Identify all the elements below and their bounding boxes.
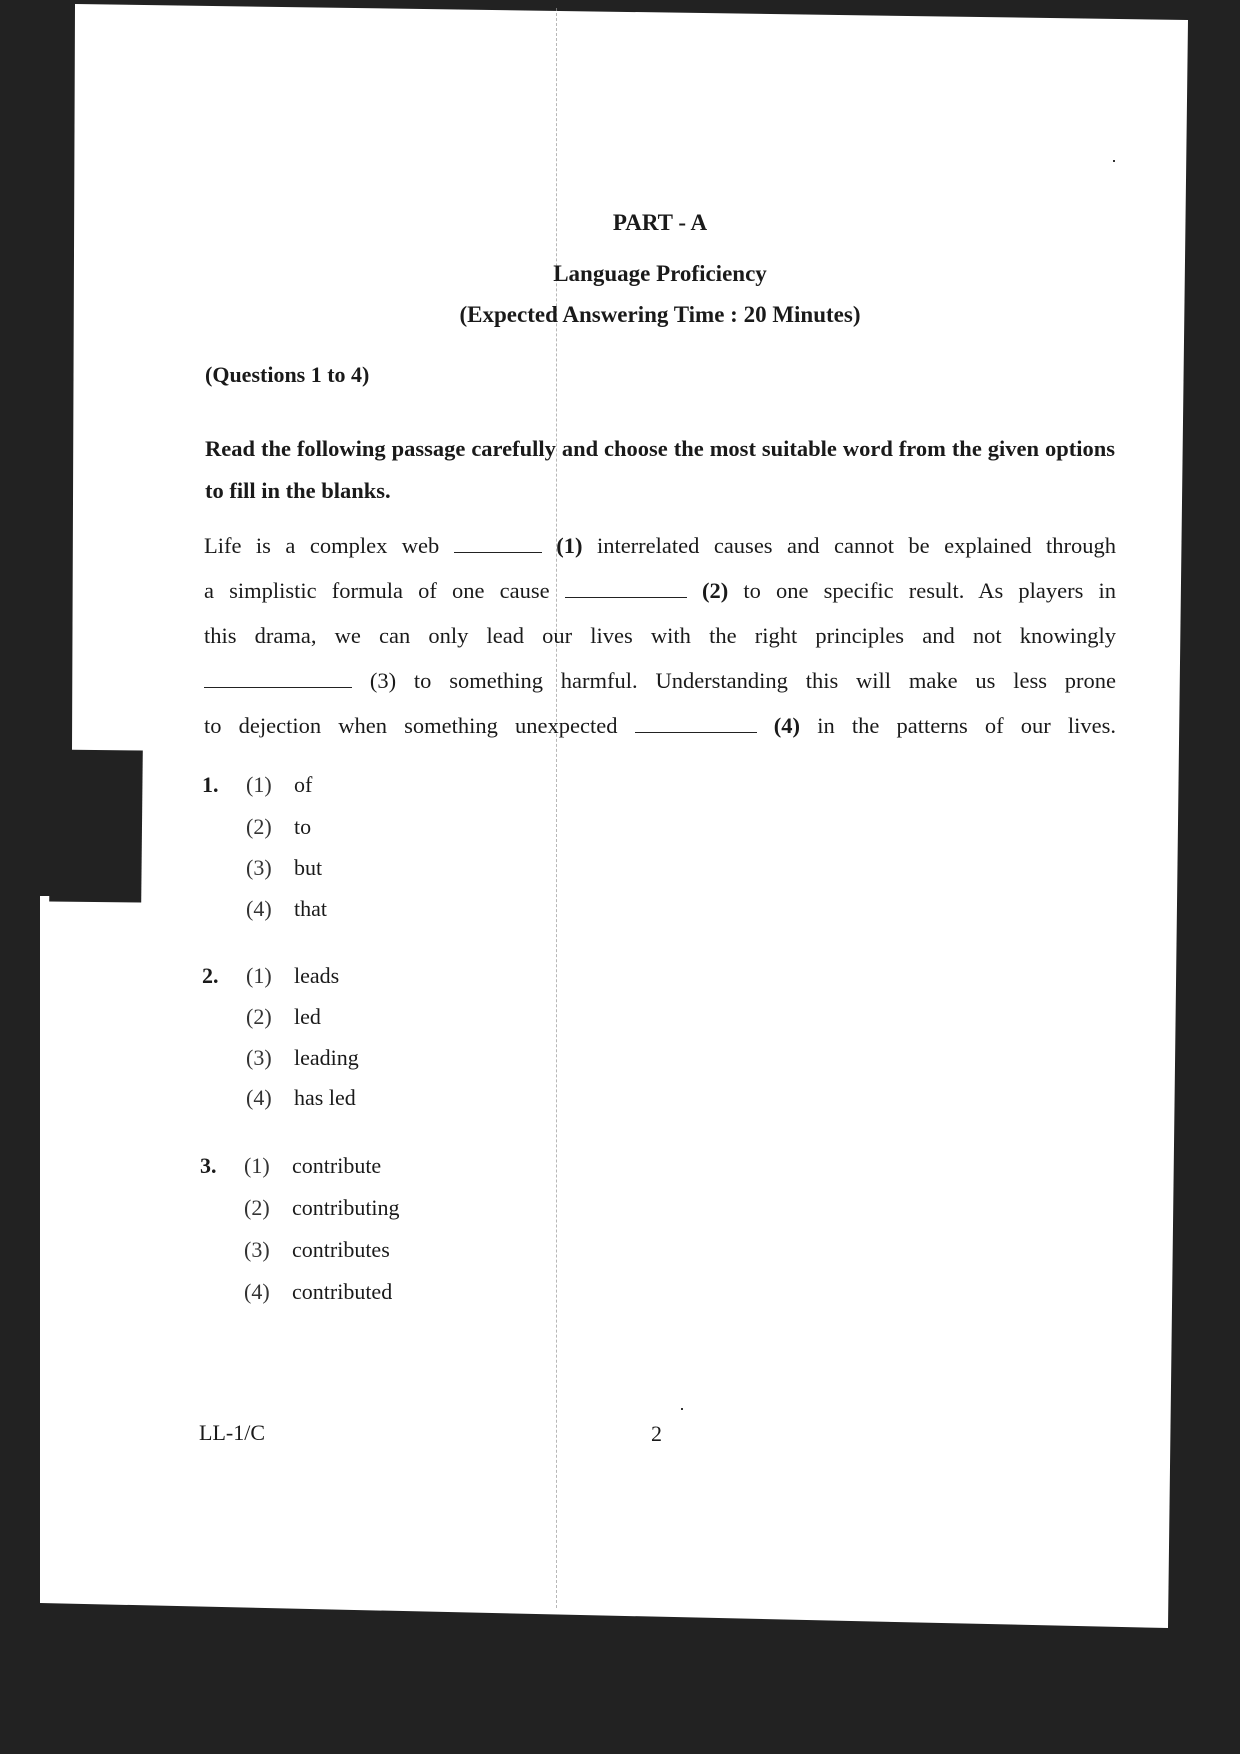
blank-label-4: (4): [773, 713, 801, 738]
option-text: but: [294, 855, 323, 880]
passage-text: Life is a complex web: [204, 533, 440, 558]
option-text: contributes: [292, 1237, 390, 1262]
option-label: (4): [246, 1085, 272, 1110]
time-note: (Expected Answering Time : 20 Minutes): [459, 302, 861, 327]
page-number: 2: [651, 1421, 662, 1446]
option-label: (2): [244, 1195, 270, 1220]
option: [246, 1045, 359, 1071]
blank-3: [204, 669, 352, 688]
option-label: (3): [246, 1045, 272, 1070]
passage-text: to something harmful. Understanding this will make us less prone: [413, 668, 1117, 693]
section-title: Language Proficiency: [553, 261, 767, 286]
option-text: that: [294, 896, 327, 921]
option-text: leads: [294, 963, 340, 988]
scan-speck: [1113, 160, 1115, 162]
passage-line-1: [204, 523, 1116, 568]
passage-line-4: [204, 658, 1116, 703]
question-number: 3.: [200, 1153, 217, 1178]
footer-code: LL-1/C: [199, 1420, 265, 1445]
option-text: to: [294, 814, 312, 839]
option-text: contributed: [292, 1279, 393, 1304]
option-label: (1): [246, 772, 272, 797]
question-number: 2.: [202, 963, 219, 988]
instruction: Read the following passage carefully and choose the most suitable word from the given options to fill in the blanks.: [205, 436, 1115, 503]
option-text: of: [294, 772, 313, 797]
option: [244, 1237, 390, 1263]
passage-line-2: [204, 568, 1116, 613]
passage-line-5: [204, 703, 1116, 748]
option: [244, 1153, 381, 1179]
option-label: (3): [244, 1237, 270, 1262]
passage-text: interrelated causes and cannot be explained through: [596, 533, 1117, 558]
option: [246, 963, 339, 989]
passage-text: this drama, we can only lead our lives with the right principles and not knowingly: [204, 623, 1116, 648]
passage-text: in the patterns of our lives.: [817, 713, 1117, 738]
blank-2: [565, 579, 687, 598]
scan-speck: [681, 1408, 683, 1410]
option: [244, 1195, 400, 1221]
option: [246, 1085, 356, 1111]
option: [246, 1004, 321, 1030]
option: [246, 896, 327, 922]
option-label: (1): [246, 963, 272, 988]
passage-text: a simplistic formula of one cause: [204, 578, 550, 603]
part-title: PART - A: [612, 210, 708, 235]
option-label: (2): [246, 814, 272, 839]
option-text: contribute: [292, 1153, 382, 1178]
option: [246, 814, 311, 840]
passage-text: to one specific result. As players in: [743, 578, 1117, 603]
blank-label-1: (1): [556, 533, 583, 558]
blank-1: [454, 534, 542, 553]
passage: [204, 523, 1116, 748]
option-label: (4): [246, 896, 272, 921]
blank-label-3: (3): [369, 668, 397, 693]
option-text: has led: [294, 1085, 356, 1110]
questions-range: (Questions 1 to 4): [205, 362, 370, 387]
option-label: (2): [246, 1004, 272, 1029]
blank-label-2: (2): [701, 578, 729, 603]
option: [246, 855, 322, 881]
option: [246, 772, 312, 798]
option-text: leading: [294, 1045, 359, 1070]
option: [244, 1279, 392, 1305]
option-label: (3): [246, 855, 272, 880]
option-label: (1): [244, 1153, 270, 1178]
passage-line-3: [204, 613, 1116, 658]
option-label: (4): [244, 1279, 270, 1304]
question-number: 1.: [202, 772, 219, 797]
option-text: contributing: [292, 1195, 400, 1220]
passage-text: to dejection when something unexpected: [204, 713, 618, 738]
blank-4: [635, 714, 757, 733]
option-text: led: [294, 1004, 321, 1029]
